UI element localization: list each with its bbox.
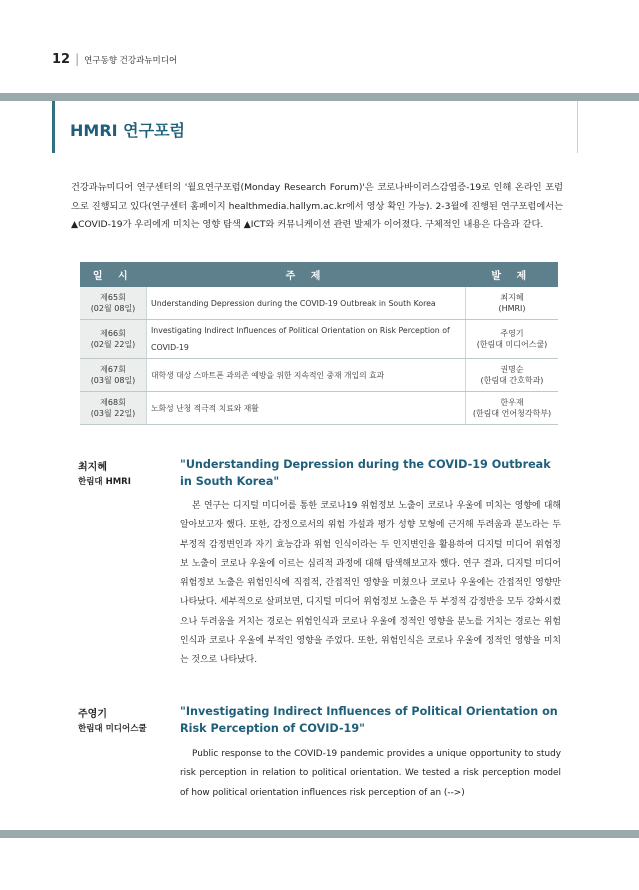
- forum-schedule-table: [80, 262, 558, 425]
- presenter-affiliation: (한림대 간호학과): [480, 376, 544, 385]
- header-topic: 주 제: [147, 262, 466, 287]
- session-topic: 노화성 난청 적극적 치료와 재활: [147, 392, 466, 425]
- page-number: 12: [52, 52, 71, 67]
- session-number: 제66회: [100, 329, 126, 338]
- presenter-name: 권명순: [500, 365, 524, 374]
- page-title: HMRI 연구포럼: [70, 121, 185, 140]
- presenter-affiliation: (HMRI): [498, 304, 526, 313]
- session-date: (03월 08일): [90, 376, 136, 385]
- article-body: 본 연구는 디지털 미디어를 통한 코로나19 위험정보 노출이 코로나 우울에 미치는 영향에 대해 알아보고자 했다. 또한, 감정으로서의 위험 가설과 평가 성향 모형에 근거해 두려움과 분노라는 두 부정적 감정변인과 자기 효능감과 위험 인식이라는 두 인지변인을 활용하여 디지털 미디어 위험정보 노출이 코로나 우울에 이르는 심리적 과정에 대해 탐색해보고자 했다. 연구 결과, 디지털 미디어 위험정보 노출은 위험인식에 직접적, 간접적인 영향을 미쳤으나 코로나 우울에는 간접적인 영향만 나타났다. 세부적으로 살펴보면, 디지털 미디어 위험정보 노출은 두 부정적 감정반응 모두 강화시켰으나 두려움을 거치는 경로는 위험인식과 코로나 우울에 정적인 영향을 분노를 거치는 경로는 위험인식과 코로나 우울에 부적인 영향을 주었다. 또한, 위험인식은 코로나 우울에 정적인 영향을 미치는 것으로 나타났다.: [180, 501, 561, 666]
- session-topic: 대학생 대상 스마트폰 과의존 예방을 위한 지속적인 중재 개입의 효과: [147, 359, 466, 392]
- presenter-affiliation: (한림대 언어청각학부): [472, 409, 552, 418]
- session-date: (02월 22일): [90, 340, 136, 349]
- presenter-name: 최지혜: [500, 293, 524, 302]
- session-date: (02월 08일): [90, 304, 136, 313]
- article-author: 최지혜: [78, 462, 107, 473]
- article-author: 주영기: [78, 709, 107, 720]
- top-divider-bar: [0, 93, 639, 101]
- section-label: 연구동향 건강과뉴미디어: [84, 56, 178, 66]
- article-affiliation: 한림대 HMRI: [78, 477, 131, 487]
- article-body: Public response to the COVID-19 pandemic provides a unique opportunity to study risk perception in relation to political orientation. We tested a risk perception model of how political orientation influences risk perception of an (-->): [180, 749, 561, 798]
- session-date: (03월 22일): [90, 409, 136, 418]
- article-title: "Understanding Depression during the COVID-19 Outbreak in South Korea": [180, 458, 551, 488]
- bottom-divider-bar: [0, 830, 639, 838]
- session-number: 제65회: [100, 293, 126, 302]
- header-presenter: 발 제: [466, 262, 559, 287]
- presenter-name: 주영기: [500, 329, 524, 338]
- intro-paragraph: 건강과뉴미디어 연구센터의 '월요연구포럼(Monday Research Forum)'은 코로나바이러스감염증-19로 인해 온라인 포럼으로 진행되고 있다(연구센터 홈페이지 healthmedia.hallym.ac.kr에서 영상 확인 가능). 2-3월에 진행된 연구포럼에서는 ▲COVID-19가 우리에게 미치는 영향 탐색 ▲ICT와 커뮤니케이션 관련 발제가 이어졌다. 구체적인 내용은 다음과 같다.: [71, 182, 563, 230]
- session-topic: Understanding Depression during the COVID-19 Outbreak in South Korea: [147, 287, 466, 320]
- article-title: "Investigating Indirect Influences of Political Orientation on Risk Perception of COVID-19": [180, 705, 558, 735]
- table-row: [80, 392, 558, 425]
- session-number: 제68회: [100, 398, 126, 407]
- presenter-name: 한우재: [500, 398, 524, 407]
- presenter-affiliation: (한림대 미디어스쿨): [476, 340, 548, 349]
- page-header: 12 | 연구동향 건강과뉴미디어: [52, 52, 178, 67]
- header-date: 일 시: [80, 262, 147, 287]
- table-row: [80, 287, 558, 320]
- session-number: 제67회: [100, 365, 126, 374]
- article-affiliation: 한림대 미디어스쿨: [78, 724, 147, 734]
- session-topic: Investigating Indirect Influences of Political Orientation on Risk Perception of COVID-19: [147, 320, 466, 359]
- table-row: [80, 320, 558, 359]
- table-row: [80, 359, 558, 392]
